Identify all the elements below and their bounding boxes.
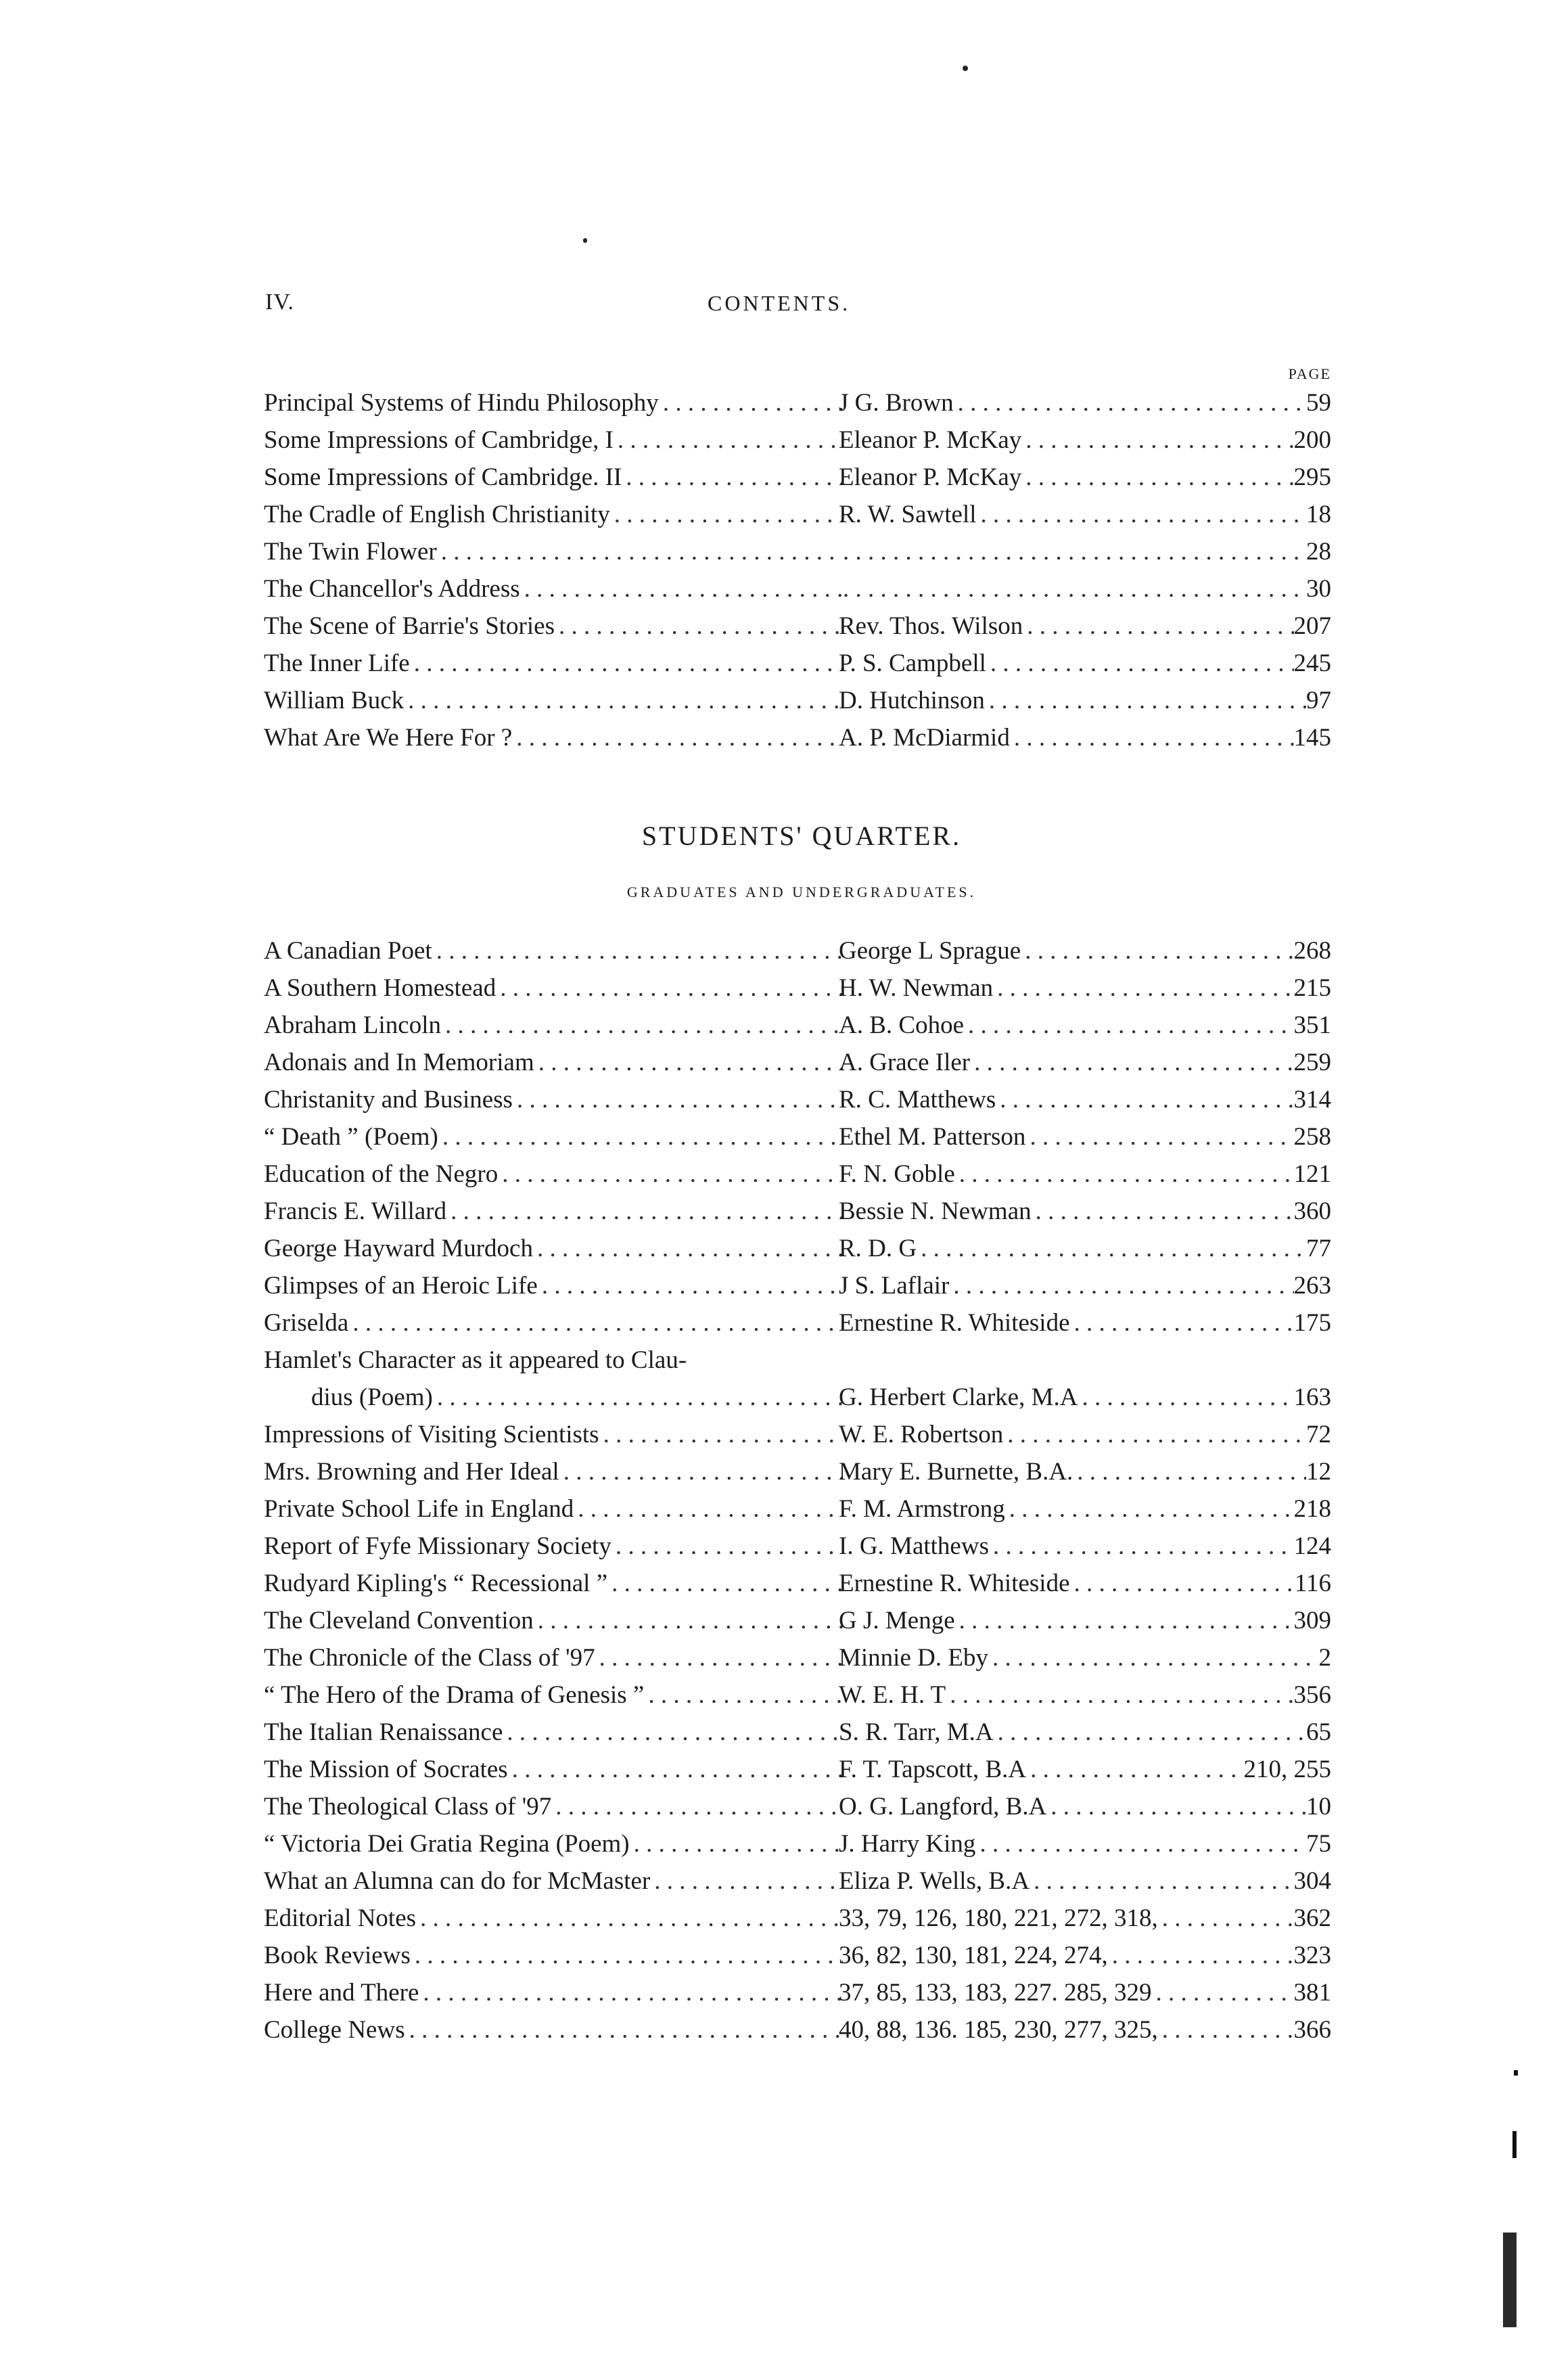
dot-leader [839, 570, 1306, 608]
dot-leader [1070, 1565, 1295, 1602]
entry-author: F. T. Tapscott, B.A [839, 1756, 1027, 1783]
entry-author: 33, 79, 126, 180, 221, 272, 318, [839, 1904, 1158, 1932]
entry-page: 323 [1293, 1942, 1331, 1969]
dot-leader [989, 1528, 1294, 1565]
dot-leader [975, 1825, 1306, 1862]
dot-leader [964, 1007, 1294, 1044]
dot-leader [503, 1714, 843, 1751]
scan-edge-mark [1503, 2233, 1517, 2327]
scan-edge-mark [1512, 2131, 1517, 2158]
dot-leader [1021, 421, 1293, 459]
entry-author: W. E. Robertson [839, 1421, 1004, 1448]
toc-entry [264, 1416, 1331, 1453]
dot-leader [611, 1528, 843, 1565]
dot-leader [993, 969, 1293, 1007]
dot-leader [955, 1602, 1294, 1639]
entry-page: 295 [1293, 463, 1331, 491]
entry-title: Griselda [264, 1309, 349, 1337]
entry-page: 263 [1293, 1272, 1331, 1300]
entry-page: 366 [1293, 2016, 1331, 2044]
entry-title: Private School Life in England [264, 1495, 574, 1523]
toc-entry [264, 1900, 1331, 1937]
entry-title: Editorial Notes [264, 1904, 417, 1932]
dot-leader [622, 459, 843, 496]
entry-title: The Theological Class of '97 [264, 1793, 552, 1821]
dot-leader [954, 384, 1306, 421]
entry-page: 77 [1306, 1235, 1331, 1262]
entry-page: 268 [1293, 937, 1331, 965]
contents-list [264, 384, 1331, 756]
entry-title: The Cradle of English Christianity [264, 501, 610, 528]
entry-page: 124 [1293, 1532, 1331, 1560]
entry-page: 362 [1293, 1904, 1331, 1932]
dot-leader [607, 1565, 843, 1602]
toc-entry [264, 1602, 1331, 1639]
toc-entry [264, 1788, 1331, 1825]
toc-entry [264, 459, 1331, 496]
dot-leader [1108, 1937, 1294, 1974]
entry-title: Francis E. Willard [264, 1197, 447, 1225]
scan-speck [963, 66, 968, 71]
entry-page: 309 [1293, 1607, 1331, 1634]
entry-title: Report of Fyfe Missionary Society [264, 1532, 611, 1560]
entry-author: W. E. H. T [839, 1681, 946, 1709]
toc-entry [264, 1714, 1331, 1751]
entry-author: F. M. Armstrong [839, 1495, 1005, 1523]
entry-page: 351 [1293, 1011, 1331, 1039]
entry-title: What Are We Here For ? [264, 724, 513, 752]
entry-author: R. W. Sawtell [839, 501, 977, 528]
dot-leader [1010, 719, 1294, 756]
dot-leader [839, 533, 1306, 570]
entry-author: O. G. Langford, B.A [839, 1793, 1047, 1821]
entry-title: The Chronicle of the Class of '97 [264, 1644, 595, 1672]
entry-page: 116 [1294, 1570, 1331, 1597]
entry-title: The Mission of Socrates [264, 1756, 508, 1783]
dot-leader [446, 1193, 843, 1230]
entry-author: Minnie D. Eby [839, 1644, 988, 1672]
entry-title: The Chancellor's Address [264, 575, 520, 603]
dot-leader [1032, 1193, 1294, 1230]
entry-title: A Canadian Poet [264, 937, 432, 965]
entry-page: 18 [1306, 501, 1331, 528]
toc-entry [264, 1453, 1331, 1490]
entry-author: I. G. Matthews [839, 1532, 989, 1560]
dot-leader [1152, 1974, 1294, 2011]
toc-entry [264, 1974, 1331, 2011]
toc-entry [264, 1379, 1331, 1416]
dot-leader [438, 1118, 843, 1155]
dot-leader [496, 969, 843, 1007]
toc-entry [264, 608, 1331, 645]
entry-page: 258 [1293, 1123, 1331, 1151]
toc-entry [264, 1230, 1331, 1267]
entry-page: 28 [1306, 538, 1331, 566]
dot-leader [437, 533, 843, 570]
dot-leader [538, 1267, 843, 1304]
page-column-label: PAGE [1288, 365, 1331, 382]
entry-title: The Cleveland Convention [264, 1607, 534, 1634]
entry-author: Eleanor P. McKay [839, 463, 1022, 491]
dot-leader [659, 384, 843, 421]
dot-leader [419, 1974, 843, 2011]
toc-entry [264, 1528, 1331, 1565]
dot-leader [508, 1751, 843, 1788]
entry-author: F. N. Goble [839, 1160, 955, 1188]
entry-page: 360 [1293, 1197, 1331, 1225]
dot-leader [551, 1788, 843, 1825]
dot-leader [977, 496, 1306, 533]
dot-leader [441, 1007, 843, 1044]
dot-leader [1026, 1751, 1243, 1788]
toc-entry [264, 1639, 1331, 1676]
entry-page: 175 [1293, 1309, 1331, 1337]
toc-entry [264, 1267, 1331, 1304]
entry-author: R. C. Matthews [839, 1086, 996, 1114]
toc-entry [264, 1193, 1331, 1230]
dot-leader [1046, 1788, 1306, 1825]
section-subtitle: GRADUATES AND UNDERGRADUATES. [626, 884, 977, 900]
dot-leader [498, 1155, 843, 1193]
entry-author: J S. Laflair [839, 1272, 950, 1300]
entry-title: Principal Systems of Hindu Philosophy [264, 389, 659, 417]
dot-leader [416, 1900, 843, 1937]
entry-author: Eliza P. Wells, B.A [839, 1867, 1030, 1895]
entry-page: 356 [1293, 1681, 1331, 1709]
dot-leader [512, 719, 843, 756]
dot-leader [985, 682, 1306, 719]
dot-leader [1073, 1453, 1306, 1490]
entry-author: Eleanor P. McKay [839, 426, 1022, 454]
dot-leader [555, 608, 843, 645]
dot-leader [955, 1155, 1294, 1193]
entry-page: 10 [1306, 1793, 1331, 1821]
entry-page: 75 [1306, 1830, 1331, 1858]
dot-leader [1078, 1379, 1293, 1416]
dot-leader [1021, 932, 1293, 969]
entry-page: 2 [1318, 1644, 1331, 1672]
entry-page: 381 [1293, 1979, 1331, 2007]
dot-leader [1005, 1490, 1294, 1528]
entry-page: 30 [1306, 575, 1331, 603]
entry-page: 59 [1306, 389, 1331, 417]
entry-title: Adonais and In Memoriam [264, 1049, 534, 1076]
entry-title: Education of the Negro [264, 1160, 499, 1188]
dot-leader [1003, 1416, 1306, 1453]
dot-leader [534, 1602, 843, 1639]
entry-page: 72 [1306, 1421, 1331, 1448]
dot-leader [595, 1639, 843, 1676]
toc-entry [264, 1044, 1331, 1081]
entry-author: G. Herbert Clarke, M.A [839, 1383, 1078, 1411]
entry-title: “ Victoria Dei Gratia Regina (Poem) [264, 1830, 630, 1858]
entry-title: “ Death ” (Poem) [264, 1123, 438, 1151]
entry-author: G J. Menge [839, 1607, 955, 1634]
toc-entry [264, 969, 1331, 1007]
toc-entry [264, 1676, 1331, 1714]
dot-leader [644, 1676, 843, 1714]
students-quarter-list [264, 932, 1331, 2049]
entry-title: Here and There [264, 1979, 419, 2007]
dot-leader [1070, 1304, 1294, 1342]
toc-entry [264, 1118, 1331, 1155]
entry-author: Ernestine R. Whiteside [839, 1309, 1070, 1337]
entry-author: A. B. Cohoe [839, 1011, 964, 1039]
dot-leader [574, 1490, 843, 1528]
dot-leader [994, 1714, 1306, 1751]
entry-author: H. W. Newman [839, 974, 994, 1002]
entry-page: 12 [1306, 1458, 1331, 1486]
dot-leader [404, 682, 843, 719]
toc-entry [264, 2011, 1331, 2049]
entry-page: 245 [1293, 649, 1331, 677]
entry-author: J. Harry King [839, 1830, 976, 1858]
entry-author: 37, 85, 133, 183, 227. 285, 329 [839, 1979, 1152, 2007]
dot-leader [559, 1453, 843, 1490]
dot-leader [630, 1825, 843, 1862]
toc-entry [264, 1007, 1331, 1044]
entry-author: Bessie N. Newman [839, 1197, 1032, 1225]
toc-entry [264, 682, 1331, 719]
dot-leader [1158, 2011, 1294, 2049]
entry-author: George L Sprague [839, 937, 1021, 965]
entry-author: D. Hutchinson [839, 687, 985, 714]
dot-leader [348, 1304, 843, 1342]
dot-leader [520, 570, 843, 608]
dot-leader [970, 1044, 1293, 1081]
entry-title: Book Reviews [264, 1942, 411, 1969]
entry-author: Ernestine R. Whiteside [839, 1570, 1070, 1597]
entry-page: 215 [1293, 974, 1331, 1002]
dot-leader [610, 496, 843, 533]
entry-title: dius (Poem) [311, 1383, 433, 1411]
dot-leader [986, 645, 1294, 682]
dot-leader [410, 645, 843, 682]
toc-entry [264, 570, 1331, 608]
toc-entry [264, 1825, 1331, 1862]
entry-author: Rev. Thos. Wilson [839, 612, 1023, 640]
entry-author: R. D. G [839, 1235, 917, 1262]
entry-title: A Southern Homestead [264, 974, 496, 1002]
toc-entry [264, 421, 1331, 459]
dot-leader [1021, 459, 1293, 496]
toc-entry [264, 1304, 1331, 1342]
entry-title: College News [264, 2016, 405, 2044]
entry-author: Ethel M. Patterson [839, 1123, 1026, 1151]
toc-entry [264, 1751, 1331, 1788]
toc-entry [264, 1565, 1331, 1602]
entry-page: 259 [1293, 1049, 1331, 1076]
entry-title: Hamlet's Character as it appeared to Clau- [264, 1346, 687, 1374]
dot-leader [433, 1379, 843, 1416]
entry-author: S. R. Tarr, M.A [839, 1718, 994, 1746]
entry-author: 40, 88, 136. 185, 230, 277, 325, [839, 2016, 1158, 2044]
toc-entry [264, 1342, 1331, 1379]
entry-author: J G. Brown [839, 389, 954, 417]
scan-speck [583, 238, 587, 243]
entry-title: Mrs. Browning and Her Ideal [264, 1458, 559, 1486]
entry-page: 121 [1293, 1160, 1331, 1188]
dot-leader [599, 1416, 843, 1453]
entry-page: 304 [1293, 1867, 1331, 1895]
dot-leader [1023, 608, 1293, 645]
entry-title: William Buck [264, 687, 404, 714]
toc-entry [264, 719, 1331, 756]
entry-page: 163 [1293, 1383, 1331, 1411]
dot-leader [949, 1267, 1293, 1304]
entry-title: Glimpses of an Heroic Life [264, 1272, 538, 1300]
dot-leader [996, 1081, 1293, 1118]
dot-leader [988, 1639, 1319, 1676]
dot-leader [917, 1230, 1306, 1267]
entry-title: The Scene of Barrie's Stories [264, 612, 555, 640]
dot-leader [614, 421, 843, 459]
dot-leader [946, 1676, 1293, 1714]
entry-page: 200 [1293, 426, 1331, 454]
toc-entry [264, 384, 1331, 421]
entry-title: Some Impressions of Cambridge. II [264, 463, 622, 491]
entry-author: Mary E. Burnette, B.A. [839, 1458, 1073, 1486]
toc-entry [264, 1490, 1331, 1528]
entry-page: 218 [1293, 1495, 1331, 1523]
dot-leader [534, 1044, 843, 1081]
dot-leader [1025, 1118, 1293, 1155]
dot-leader [650, 1862, 843, 1900]
toc-entry [264, 1862, 1331, 1900]
dot-leader [432, 932, 843, 969]
section-title: STUDENTS' QUARTER. [641, 821, 962, 851]
dot-leader [1158, 1900, 1294, 1937]
running-head: CONTENTS. [708, 291, 851, 315]
entry-page: 97 [1306, 687, 1331, 714]
page-number: IV. [265, 290, 294, 315]
entry-author: A. Grace Iler [839, 1049, 971, 1076]
entry-page: 210, 255 [1243, 1756, 1331, 1783]
scan-edge-mark [1514, 2070, 1518, 2076]
toc-entry [264, 533, 1331, 570]
entry-page: 145 [1293, 724, 1331, 752]
dot-leader [533, 1230, 843, 1267]
entry-title: Some Impressions of Cambridge, I [264, 426, 614, 454]
toc-entry [264, 932, 1331, 969]
dot-leader [411, 1937, 843, 1974]
entry-title: Rudyard Kipling's “ Recessional ” [264, 1570, 608, 1597]
entry-author: P. S. Campbell [839, 649, 986, 677]
dot-leader [513, 1081, 843, 1118]
entry-title: Impressions of Visiting Scientists [264, 1421, 599, 1448]
entry-author: A. P. McDiarmid [839, 724, 1010, 752]
toc-entry [264, 1081, 1331, 1118]
entry-title: The Twin Flower [264, 538, 437, 566]
entry-title: George Hayward Murdoch [264, 1235, 533, 1262]
entry-title: The Italian Renaissance [264, 1718, 503, 1746]
entry-title: “ The Hero of the Drama of Genesis ” [264, 1681, 645, 1709]
entry-title: Abraham Lincoln [264, 1011, 441, 1039]
entry-title: The Inner Life [264, 649, 410, 677]
dot-leader [405, 2011, 843, 2049]
toc-entry [264, 1155, 1331, 1193]
entry-page: 207 [1293, 612, 1331, 640]
toc-entry [264, 496, 1331, 533]
entry-title: Christanity and Business [264, 1086, 513, 1114]
dot-leader [1030, 1862, 1293, 1900]
entry-page: 65 [1306, 1718, 1331, 1746]
toc-entry [264, 645, 1331, 682]
entry-author: 36, 82, 130, 181, 224, 274, [839, 1942, 1108, 1969]
entry-page: 314 [1293, 1086, 1331, 1114]
entry-title: What an Alumna can do for McMaster [264, 1867, 651, 1895]
toc-entry [264, 1937, 1331, 1974]
